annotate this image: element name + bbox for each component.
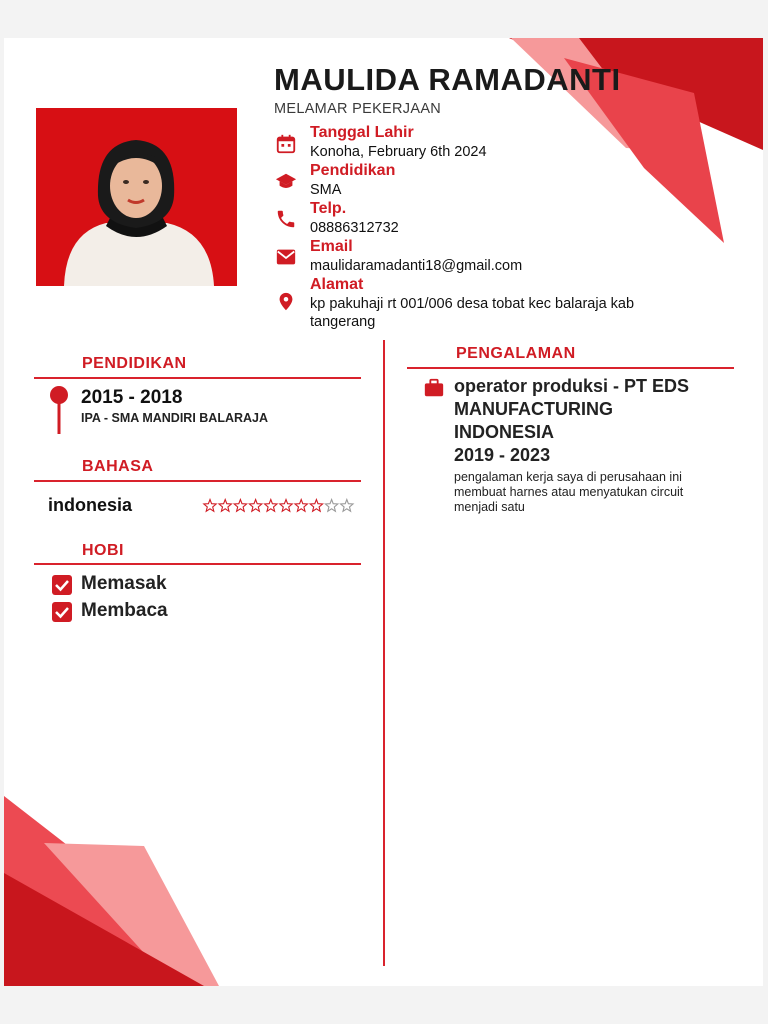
language-name: indonesia — [48, 495, 133, 515]
experience-line-1: operator produksi - PT EDS — [454, 376, 690, 396]
checkbox-checked-icon — [52, 602, 72, 622]
star-filled-icon — [249, 500, 261, 512]
experience-line-2: MANUFACTURING — [454, 399, 613, 419]
experience-years: 2019 - 2023 — [454, 445, 551, 465]
checkbox-checked-icon — [52, 575, 72, 595]
education-label: Pendidikan — [310, 162, 396, 179]
experience-line-3: INDONESIA — [454, 422, 555, 442]
address-line-1: kp pakuhaji rt 001/006 desa tobat kec balaraja kab — [310, 296, 635, 312]
hobby-item: Membaca — [81, 600, 168, 621]
star-filled-icon — [204, 500, 216, 512]
phone-icon — [275, 208, 297, 230]
experience-rule — [407, 367, 734, 369]
star-filled-icon — [310, 500, 322, 512]
experience-desc-1: pengalaman kerja saya di perusahaan ini — [454, 470, 682, 484]
education-years: 2015 - 2018 — [81, 387, 183, 408]
profile-photo — [36, 108, 237, 286]
phone-label: Telp. — [310, 200, 347, 217]
education-rule — [34, 377, 361, 379]
birth-value: Konoha, February 6th 2024 — [310, 144, 487, 160]
education-section-title: PENDIDIKAN — [82, 355, 187, 372]
graduation-cap-icon — [275, 171, 297, 193]
calendar-icon — [275, 133, 297, 155]
email-value[interactable]: maulidaramadanti18@gmail.com — [310, 258, 523, 274]
hobby-section-title: HOBI — [82, 542, 124, 559]
star-empty-icon — [325, 500, 337, 512]
rating-stars — [202, 498, 362, 514]
star-filled-icon — [234, 500, 246, 512]
language-section-title: BAHASA — [82, 458, 154, 475]
star-filled-icon — [280, 500, 292, 512]
hobby-rule — [34, 563, 361, 565]
resume-page — [4, 38, 763, 986]
education-pin-icon — [50, 386, 68, 436]
hobby-item: Memasak — [81, 573, 167, 594]
birth-label: Tanggal Lahir — [310, 124, 414, 141]
experience-desc-3: menjadi satu — [454, 500, 525, 514]
email-label: Email — [310, 238, 353, 255]
language-rule — [34, 480, 361, 482]
phone-value: 08886312732 — [310, 220, 399, 236]
envelope-icon — [275, 246, 297, 268]
experience-desc-2: membuat harnes atau menyatukan circuit — [454, 485, 684, 499]
briefcase-icon — [423, 377, 445, 399]
language-rating — [202, 498, 362, 514]
candidate-subtitle: MELAMAR PEKERJAAN — [274, 101, 442, 117]
portrait-illustration — [36, 108, 237, 286]
star-filled-icon — [295, 500, 307, 512]
education-school: IPA - SMA MANDIRI BALARAJA — [81, 411, 269, 425]
location-pin-icon — [275, 291, 297, 313]
star-empty-icon — [341, 500, 353, 512]
education-value: SMA — [310, 182, 342, 198]
star-filled-icon — [219, 500, 231, 512]
address-line-2: tangerang — [310, 314, 376, 330]
address-label: Alamat — [310, 276, 364, 293]
star-filled-icon — [265, 500, 277, 512]
candidate-name: MAULIDA RAMADANTI — [274, 62, 621, 97]
experience-section-title: PENGALAMAN — [456, 345, 576, 362]
